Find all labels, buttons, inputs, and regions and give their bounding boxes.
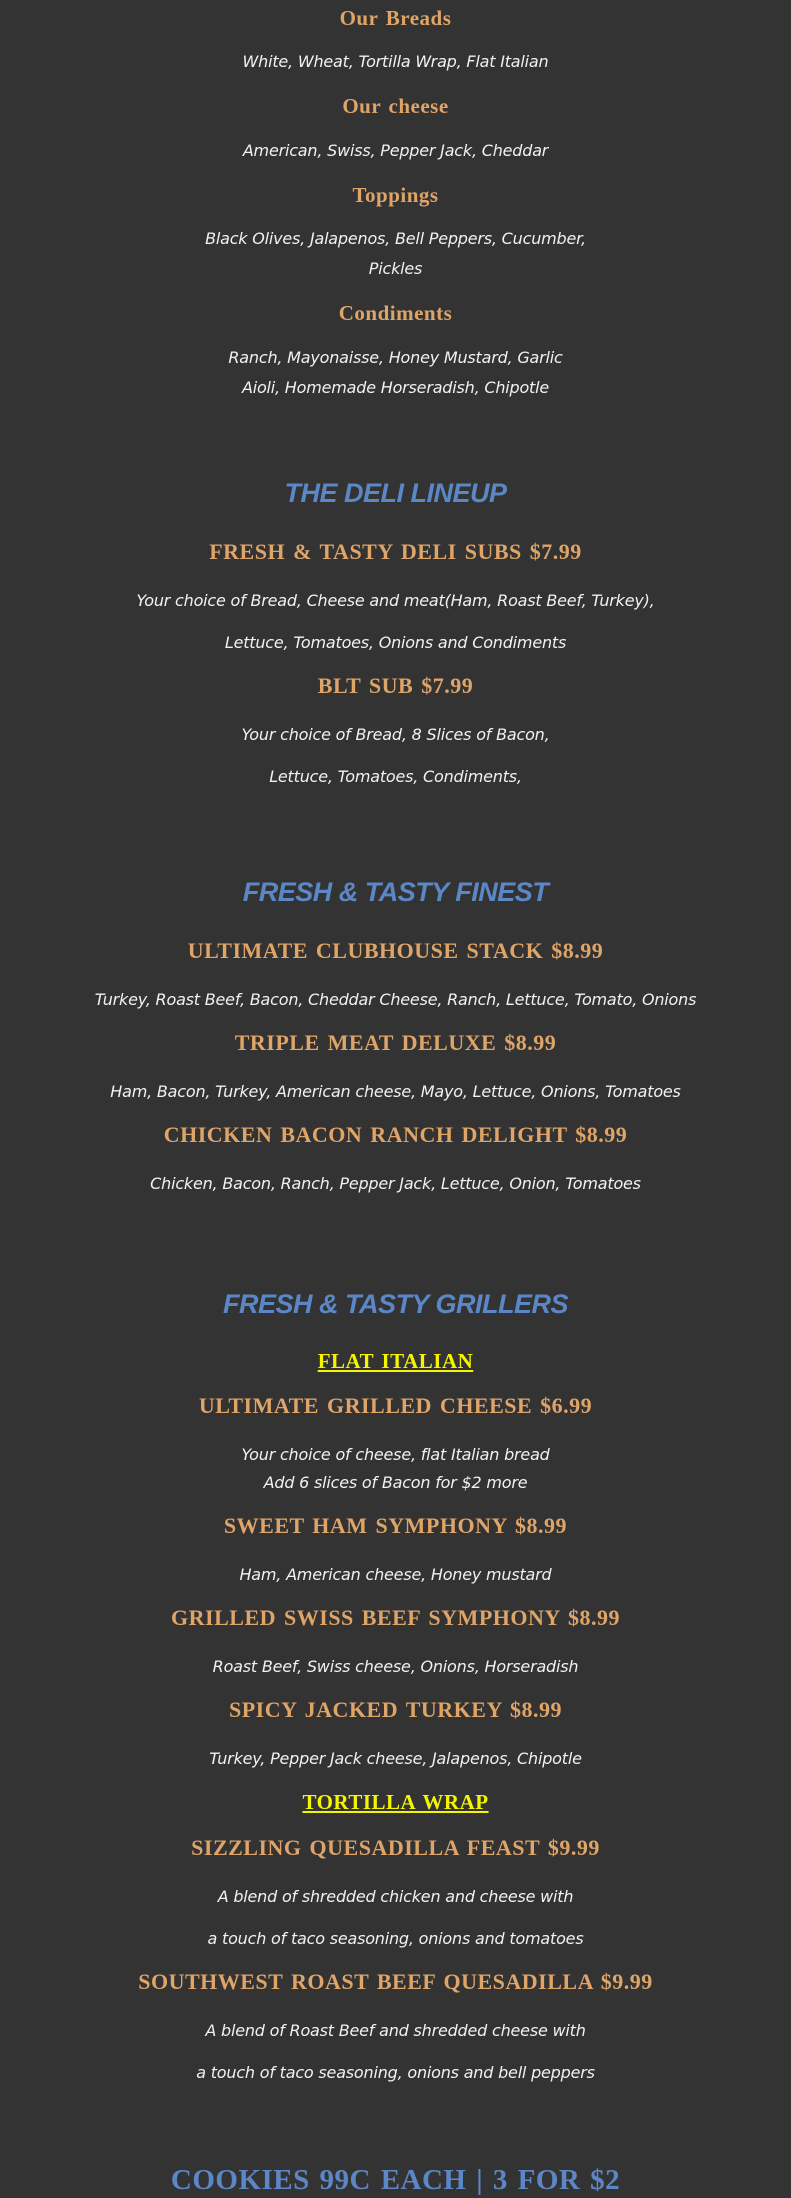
item-name-spicy-jacked-turkey: SPICY JACKED TURKEY $8.99 [228, 1697, 563, 1723]
section-deli-lineup [0, 476, 791, 790]
item-name-deli-subs: FRESH & TASTY DELI SUBS $7.99 [209, 538, 582, 564]
group-line: Aioli, Homemade Horseradish, Chipotle [241, 377, 550, 397]
subcategory-flat-italian[interactable]: FLAT ITALIAN [317, 1348, 474, 1373]
group-title-cheese: Our cheese [342, 94, 449, 119]
cookies-banner: COOKIES 99C EACH | 3 FOR $2 [170, 2163, 621, 2196]
item-desc-line: A blend of Roast Beef and shredded cheese with [205, 2020, 586, 2040]
item-name-clubhouse-stack: ULTIMATE CLUBHOUSE STACK $8.99 [187, 937, 604, 963]
group-line: Black Olives, Jalapenos, Bell Peppers, Cucumber, [205, 229, 586, 249]
group-title-toppings: Toppings [352, 182, 439, 207]
item-name-blt-sub: BLT SUB $7.99 [317, 672, 474, 698]
item-name-chicken-bacon-ranch: CHICKEN BACON RANCH DELIGHT $8.99 [163, 1121, 628, 1147]
menu-page [0, 4, 791, 2198]
item-desc-line: Chicken, Bacon, Ranch, Pepper Jack, Lettuce, Onion, Tomatoes [150, 1173, 641, 1193]
item-desc-line: Turkey, Roast Beef, Bacon, Cheddar Cheese, Ranch, Lettuce, Tomato, Onions [94, 989, 697, 1009]
item-name-triple-meat: TRIPLE MEAT DELUXE $8.99 [234, 1029, 557, 1055]
section-title-deli-lineup: THE DELI LINEUP [284, 477, 507, 508]
item-desc-line: Add 6 slices of Bacon for $2 more [263, 1473, 528, 1493]
section-title-grillers: FRESH & TASTY GRILLERS [222, 1288, 569, 1319]
item-desc-line: Your choice of Bread, Cheese and meat(Ham, Roast Beef, Turkey), [136, 590, 655, 610]
item-desc-line: Ham, Bacon, Turkey, American cheese, Mayo, Lettuce, Onions, Tomatoes [110, 1081, 681, 1101]
group-title-breads: Our Breads [339, 6, 452, 30]
section-builder-options [0, 4, 791, 401]
item-desc-line: Ham, American cheese, Honey mustard [239, 1565, 552, 1585]
item-desc-line: Roast Beef, Swiss cheese, Onions, Horseradish [212, 1657, 579, 1677]
section-finest [0, 875, 791, 1197]
item-desc-line: Turkey, Pepper Jack cheese, Jalapenos, Chipotle [209, 1749, 582, 1769]
item-name-southwest-quesadilla: SOUTHWEST ROAST BEEF QUESADILLA $9.99 [138, 1968, 653, 1994]
item-name-sizzling-quesadilla: SIZZLING QUESADILLA FEAST $9.99 [191, 1834, 600, 1860]
item-name-swiss-beef: GRILLED SWISS BEEF SYMPHONY $8.99 [171, 1605, 620, 1631]
group-line: Ranch, Mayonaisse, Honey Mustard, Garlic [228, 347, 563, 367]
group-line: Pickles [368, 259, 423, 279]
section-title-finest: FRESH & TASTY FINEST [242, 876, 549, 907]
group-title-condiments: Condiments [338, 301, 453, 326]
item-name-grilled-cheese: ULTIMATE GRILLED CHEESE $6.99 [198, 1393, 593, 1419]
section-grillers [0, 1287, 791, 2086]
item-name-sweet-ham: SWEET HAM SYMPHONY $8.99 [223, 1513, 568, 1539]
item-desc-line: Your choice of Bread, 8 Slices of Bacon, [241, 724, 550, 744]
item-desc-line: Your choice of cheese, flat Italian bread [241, 1445, 550, 1465]
group-line: White, Wheat, Tortilla Wrap, Flat Italian [242, 52, 549, 72]
group-line: American, Swiss, Pepper Jack, Cheddar [242, 140, 549, 160]
subcategory-tortilla-wrap[interactable]: TORTILLA WRAP [302, 1790, 489, 1815]
item-desc-line: A blend of shredded chicken and cheese with [217, 1886, 574, 1906]
item-desc-line: Lettuce, Tomatoes, Condiments, [269, 766, 522, 786]
item-desc-line: a touch of taco seasoning, onions and tomatoes [207, 1928, 584, 1948]
item-desc-line: Lettuce, Tomatoes, Onions and Condiments [224, 632, 567, 652]
item-desc-line: a touch of taco seasoning, onions and bell peppers [196, 2062, 595, 2082]
